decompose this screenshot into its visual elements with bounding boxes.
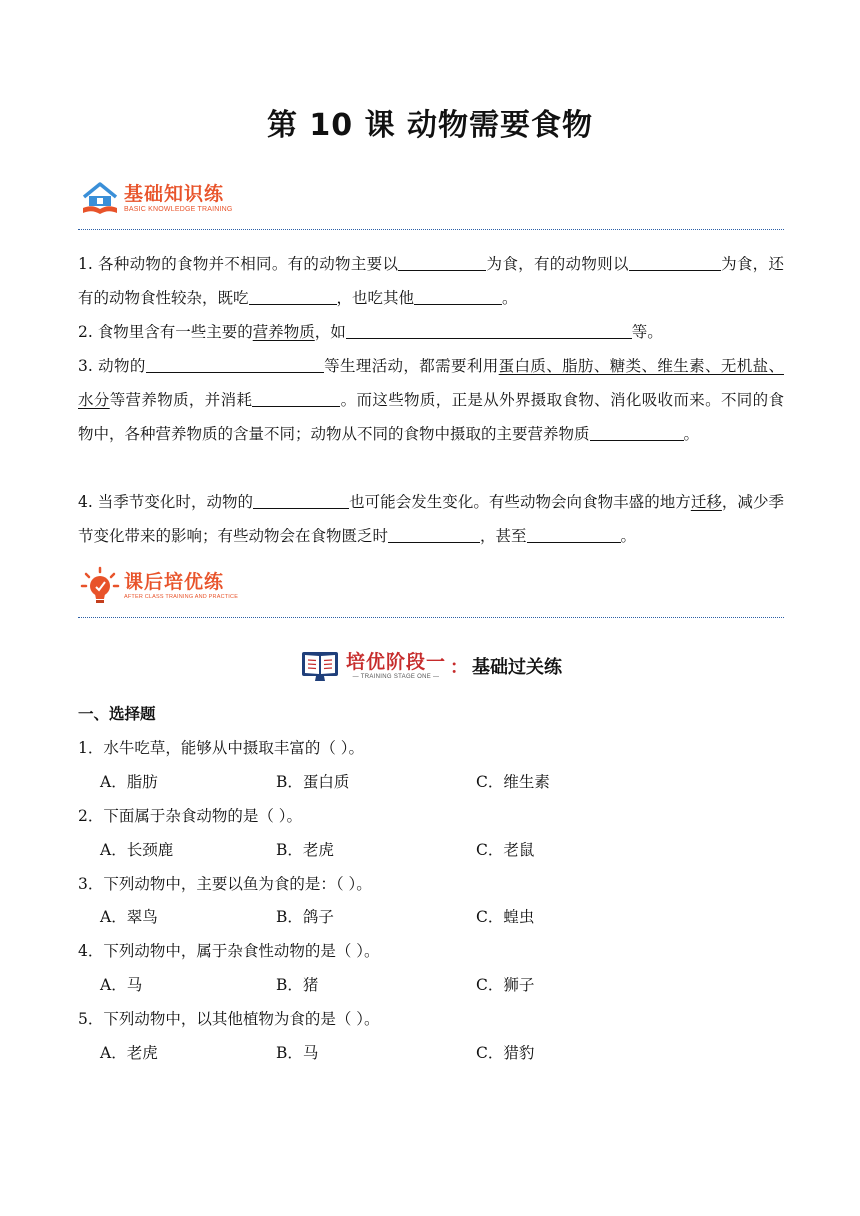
option-b[interactable]: B．老虎 [276, 841, 334, 859]
training-stage-heading [0, 648, 860, 684]
choice-question-3: 3．下列动物中，主要以鱼为食的是：（ ）。 [78, 875, 372, 893]
badge-subtitle: AFTER CLASS TRAINING AND PRACTICE [124, 593, 239, 600]
option-c[interactable]: C．狮子 [476, 976, 535, 994]
open-book-icon [298, 648, 342, 684]
choice-question-1: 1．水牛吃草，能够从中摄取丰富的（ ）。 [78, 739, 365, 757]
fill-blank-question-4: 4. 当季节变化时，动物的 也可能会发生变化。有些动物会向食物丰盛的地方迁移，减少季节变化带来的影响；有些动物会在食物匮乏时 ，甚至 。 [78, 493, 784, 545]
option-c[interactable]: C．蝗虫 [476, 908, 535, 926]
after-class-badge [80, 566, 238, 606]
stage-title: 培优阶段一 [345, 650, 446, 673]
answer-blank[interactable] [527, 525, 621, 543]
fill-blank-question-2: 2. 食物里含有一些主要的营养物质，如 等。 [78, 323, 663, 341]
section-divider [78, 229, 784, 230]
fill-blank-question-3: 3. 动物的 等生理活动，都需要利用蛋白质、脂肪、糖类、维生素、无机盐、水分等营养物质，并消耗 。而这些物质，正是从外界摄取食物、消化吸收而来。不同的食物中，各种营养物质的含量不同；动物从不同的食物中摄取的主要营养物质 。 [78, 357, 784, 443]
option-b[interactable]: B．猪 [276, 976, 319, 994]
answer-blank[interactable] [388, 525, 480, 543]
answer-blank[interactable] [398, 253, 486, 271]
answer-blank[interactable] [346, 321, 632, 339]
answer-blank[interactable] [146, 355, 324, 373]
choice-question-5: 5．下列动物中，以其他植物为食的是（ ）。 [78, 1010, 380, 1028]
option-c[interactable]: C．老鼠 [476, 841, 535, 859]
option-a[interactable]: A．长颈鹿 [100, 841, 174, 859]
answer-blank[interactable] [249, 287, 337, 305]
answer-blank[interactable] [629, 253, 721, 271]
option-c[interactable]: C．猎豹 [476, 1044, 535, 1062]
basic-knowledge-badge [80, 178, 233, 218]
answer-blank[interactable] [414, 287, 502, 305]
underlined-term: 蛋白质、脂肪、糖类、维生素、无机盐、水分 [78, 357, 784, 409]
fill-blank-question-1: 1. 各种动物的食物并不相同。有的动物主要以 为食，有的动物则以 为食，还有的动物食性较杂，既吃 ，也吃其他 。 [78, 255, 784, 307]
badge-subtitle: BASIC KNOWLEDGE TRAINING [124, 205, 233, 213]
underlined-term: 营养物质 [252, 323, 315, 341]
option-a[interactable]: A．脂肪 [100, 773, 158, 791]
page-title: 第 10 课 动物需要食物 [266, 108, 594, 143]
underlined-term: 迁移 [690, 493, 722, 511]
option-b[interactable]: B．蛋白质 [276, 773, 350, 791]
option-c[interactable]: C．维生素 [476, 773, 550, 791]
option-b[interactable]: B．鸽子 [276, 908, 334, 926]
section-divider [78, 617, 784, 618]
lightbulb-icon [80, 566, 120, 606]
choice-question-4: 4．下列动物中，属于杂食性动物的是（ ）。 [78, 942, 380, 960]
option-b[interactable]: B．马 [276, 1044, 319, 1062]
answer-blank[interactable] [252, 389, 340, 407]
house-book-icon [80, 179, 120, 217]
stage-name: 基础过关练 [472, 657, 562, 678]
choice-question-2: 2．下面属于杂食动物的是（ ）。 [78, 807, 303, 825]
option-a[interactable]: A．老虎 [100, 1044, 158, 1062]
option-a[interactable]: A．马 [100, 976, 143, 994]
option-a[interactable]: A．翠鸟 [100, 908, 158, 926]
section-title: 一、选择题 [78, 705, 156, 723]
stage-subtitle: — TRAINING STAGE ONE — [352, 673, 440, 680]
badge-title: 基础知识练 [124, 182, 225, 205]
badge-title: 课后培优练 [124, 570, 225, 593]
answer-blank[interactable] [253, 491, 349, 509]
answer-blank[interactable] [590, 423, 684, 441]
stage-colon: ： [450, 657, 468, 678]
